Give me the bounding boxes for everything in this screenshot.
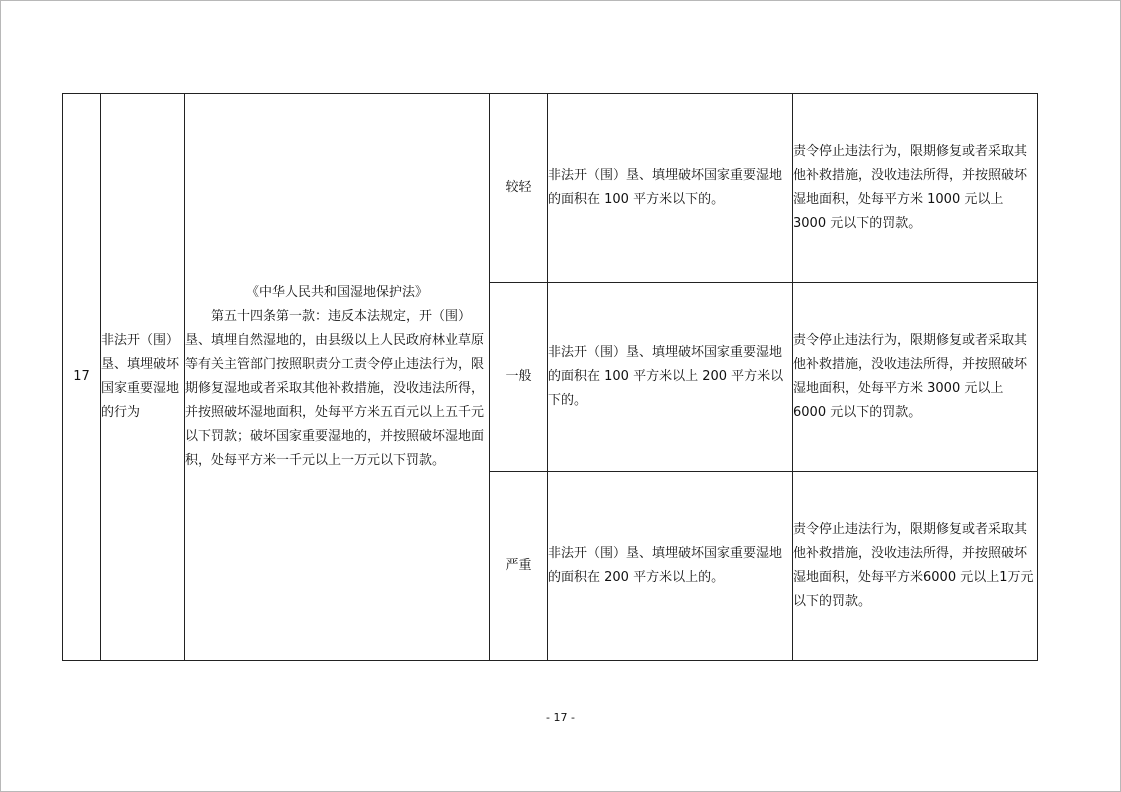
severity-level: 较轻 <box>505 180 532 195</box>
violation-act-cell <box>101 94 185 661</box>
circumstance-cell <box>548 283 793 472</box>
severity-level: 严重 <box>505 558 532 573</box>
row-number-cell <box>63 94 101 661</box>
law-title: 《中华人民共和国湿地保护法》 <box>245 285 428 300</box>
circumstance-text: 非法开（围）垦、填埋破坏国家重要湿地的面积在 200 平方米以上的。 <box>548 546 783 585</box>
penalty-cell <box>793 283 1038 472</box>
severity-level: 一般 <box>505 369 532 384</box>
table-row <box>63 94 1038 283</box>
penalty-cell <box>793 94 1038 283</box>
law-article-text: 第五十四条第一款：违反本法规定，开（围）垦、填埋自然湿地的，由县级以上人民政府林业草原等有关主管部门按照职责分工责令停止违法行为，限期修复湿地或者采取其他补救措施，没收违法所得，并按照破坏湿地面积，处每平方米五百元以上五千元以下罚款；破坏国家重要湿地的，并按照破坏湿地面积，处每平方米一千元以上一万元以下罚款。 <box>185 309 485 468</box>
penalty-standard-table <box>62 93 1038 661</box>
legal-basis-cell <box>185 94 490 661</box>
severity-level-cell <box>490 94 548 283</box>
penalty-cell <box>793 472 1038 661</box>
row-number: 17 <box>73 369 90 384</box>
violation-act-text: 非法开（围）垦、填埋破坏国家重要湿地的行为 <box>101 333 180 420</box>
circumstance-cell <box>548 472 793 661</box>
page-number: - 17 - <box>546 711 575 724</box>
penalty-text: 责令停止违法行为，限期修复或者采取其他补救措施，没收违法所得，并按照破坏湿地面积，处每平方米 3000 元以上 6000 元以下的罚款。 <box>793 333 1028 420</box>
severity-level-cell <box>490 472 548 661</box>
circumstance-text: 非法开（围）垦、填埋破坏国家重要湿地的面积在 100 平方米以上 200 平方米以下的。 <box>548 345 784 408</box>
circumstance-text: 非法开（围）垦、填埋破坏国家重要湿地的面积在 100 平方米以下的。 <box>548 168 783 207</box>
penalty-text: 责令停止违法行为，限期修复或者采取其他补救措施，没收违法所得，并按照破坏湿地面积，处每平方米6000 元以上1万元以下的罚款。 <box>793 522 1034 609</box>
penalty-text: 责令停止违法行为，限期修复或者采取其他补救措施，没收违法所得，并按照破坏湿地面积，处每平方米 1000 元以上 3000 元以下的罚款。 <box>793 144 1028 231</box>
circumstance-cell <box>548 94 793 283</box>
severity-level-cell <box>490 283 548 472</box>
